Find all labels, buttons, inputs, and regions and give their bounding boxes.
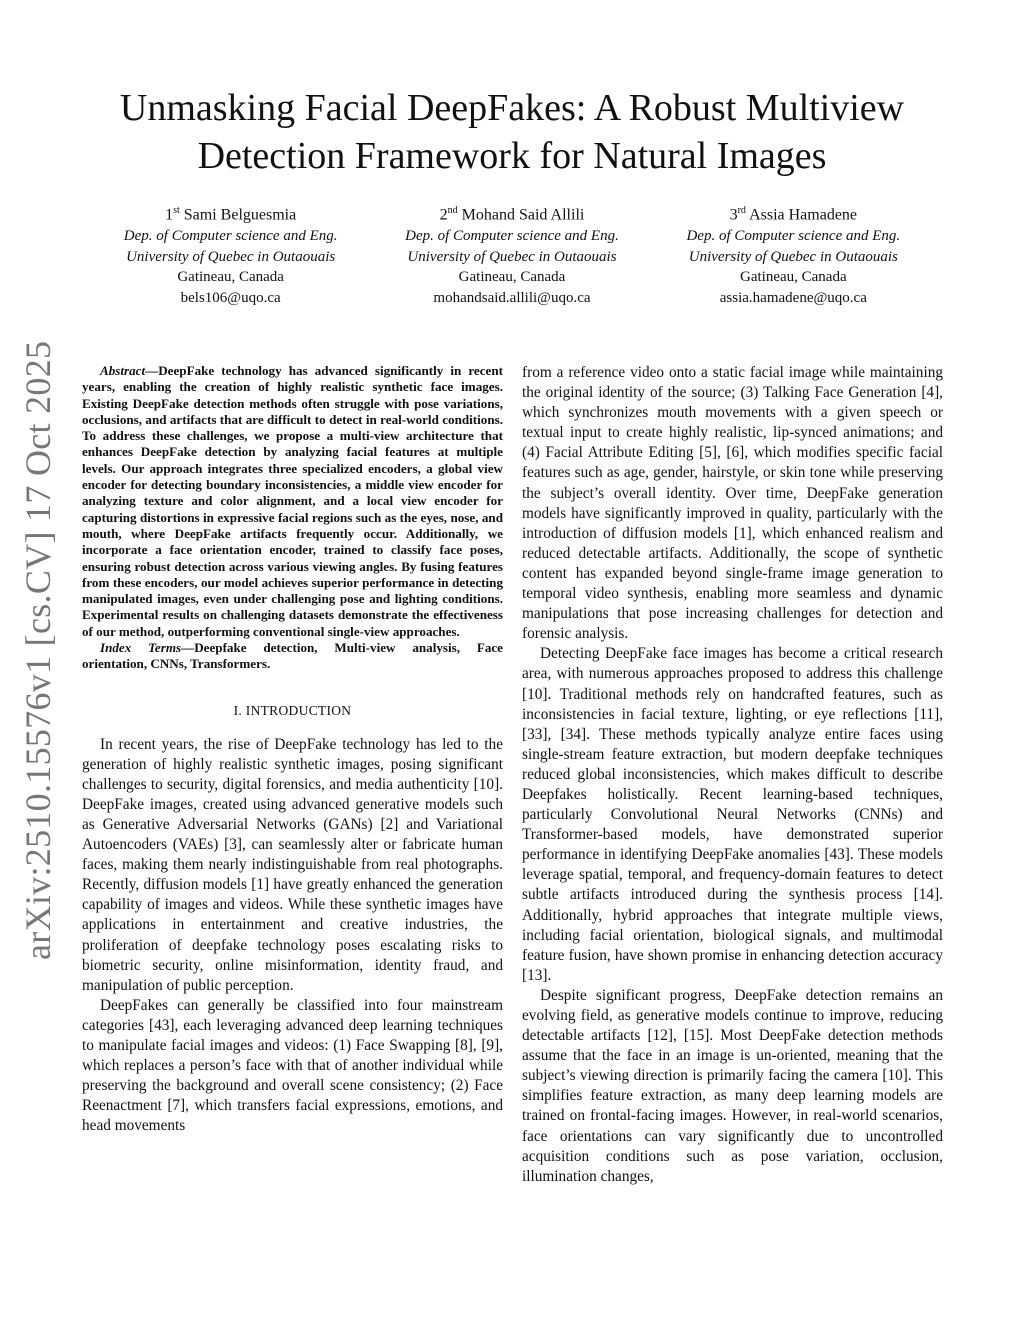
title-line-2: Detection Framework for Natural Images: [197, 135, 827, 177]
author-name-text: Assia Hamadene: [749, 206, 858, 224]
author-ordinal: 1: [165, 206, 174, 224]
intro-paragraph-1: In recent years, the rise of DeepFake technology has led to the generation of highly realistic synthetic images, posing significant challenges to security, digital forensics, and media authenticity [10]. DeepFake images, created using advanced generative models such as Generative Adversarial Networks (GANs) [2] and Variational Autoencoders (VAEs) [3], can seamlessly alter or fabricate human faces, making them nearly indistinguishable from real photographs. Recently, diffusion models [1] have greatly enhanced the generation capability of images and videos. While these synthetic images have applications in entertainment and creative industries, the proliferation of deepfake technology poses escalating risks to biometric security, online misinformation, identity fraud, and manipulation of public perception.: [82, 735, 503, 994]
author-ordinal-suffix: rd: [737, 205, 746, 216]
author-ordinal: 2: [439, 206, 448, 224]
author-university: University of Quebec in Outaouais: [688, 248, 898, 265]
author-email[interactable]: assia.hamadene@uqo.ca: [719, 289, 867, 306]
author-1: [90, 200, 371, 308]
intro-paragraph-2-continued: from a reference video onto a static facial image while maintaining the original identity of the source; (3) Talking Face Generation [4], which synchronizes mouth movements with a given speech or textual input to create highly realistic, lip-synced animations; and (4) Facial Attribute Editing [5], [6], which modifies specific facial features such as age, gender, hairstyle, or skin tone while preserving the subject’s overall identity. Over time, DeepFake generation models have significantly improved in quality, particularly with the introduction of diffusion models [1], which enhanced realism and reduced detectable artifacts. Additionally, the scope of synthetic content has expanded beyond single-frame image generation to temporal video synthesis, enabling more seamless and dynamic manipulations that pose increasing challenges for detection and forensic analysis.: [522, 364, 943, 643]
author-city: Gatineau, Canada: [177, 269, 284, 286]
section-heading-introduction: I. INTRODUCTION: [233, 702, 352, 718]
abstract: [82, 363, 503, 640]
author-ordinal-suffix: st: [173, 205, 180, 216]
author-name-text: Mohand Said Allili: [461, 206, 585, 224]
author-university: University of Quebec in Outaouais: [126, 248, 336, 265]
author-name-text: Sami Belguesmia: [183, 206, 297, 224]
intro-paragraph-4: Despite significant progress, DeepFake detection remains an evolving field, as generative models continue to improve, reducing detectable artifacts [12], [15]. Most DeepFake detection methods assume that the face in an image is un-oriented, meaning that the subject’s viewing direction is primarily facing the camera [10]. This simplifies feature extraction, as many deep learning models are trained on frontal-facing images. However, in real-world scenarios, face orientations can vary significantly due to uncontrolled acquisition conditions such as pose variation, occlusion, illumination changes,: [522, 986, 943, 1185]
arxiv-identifier: arXiv:2510.15576v1 [cs.CV] 17 Oct 2025: [18, 340, 58, 960]
author-2: [371, 200, 652, 308]
index-terms-text: —Deepfake detection, Multi-view analysis, Face orientation, CNNs, Transformers.: [82, 640, 503, 672]
author-department: Dep. of Computer science and Eng.: [123, 228, 338, 245]
author-ordinal-suffix: nd: [447, 205, 458, 216]
author-name: [371, 200, 652, 226]
author-name: [90, 200, 371, 226]
left-column: [82, 363, 503, 1137]
index-terms-label: Index Terms: [100, 640, 182, 656]
abstract-text: —DeepFake technology has advanced significantly in recent years, enabling the creation of highly realistic synthetic face images. Existing DeepFake detection methods often struggle with pose variations, occlusions, and artifacts that are difficult to detect in real-world conditions. To address these challenges, we propose a multi-view architecture that enhances DeepFake detection by analyzing facial features at multiple levels. Our approach integrates three specialized encoders, a global view encoder for detecting boundary inconsistencies, a middle view encoder for analyzing texture and color alignment, and a local view encoder for capturing distortions in expressive facial regions such as the eyes, nose, and mouth, where DeepFake artifacts frequently occur. Additionally, we incorporate a face orientation encoder, trained to classify face poses, ensuring robust detection across various viewing angles. By fusing features from these encoders, our model achieves superior performance in detecting manipulated images, even under challenging pose and lighting conditions. Experimental results on challenging datasets demonstrate the effectiveness of our method, outperforming conventional single-view approaches.: [82, 363, 503, 639]
author-city: Gatineau, Canada: [740, 269, 847, 286]
author-email[interactable]: bels106@uqo.ca: [180, 289, 281, 306]
author-city: Gatineau, Canada: [458, 269, 566, 286]
author-university: University of Quebec in Outaouais: [407, 248, 617, 265]
author-3: [653, 200, 934, 308]
paper-title: [80, 84, 944, 180]
author-block: [90, 200, 934, 308]
right-column: [522, 363, 943, 1187]
intro-paragraph-3: Detecting DeepFake face images has become a critical research area, with numerous approaches proposed to address this challenge [10]. Traditional methods rely on handcrafted features, such as inconsistencies in facial texture, lighting, or eye reflections [11], [33], [34]. These methods typically analyze entire faces using single-stream feature extraction, but modern deepfake techniques reduced global inconsistencies, which makes difficult to describe Deepfakes holistically. Recent learning-based techniques, particularly Convolutional Neural Networks (CNNs) and Transformer-based models, have demonstrated superior performance in identifying DeepFake anomalies [43]. These models leverage spatial, temporal, and frequency-domain features to detect subtle artifacts introduced during the synthesis process [14]. Additionally, hybrid approaches that integrate multiple views, including facial orientation, biological signals, and multimodal feature fusion, have shown promise in enhancing detection accuracy [13].: [522, 645, 943, 984]
title-line-1: Unmasking Facial DeepFakes: A Robust Multiview: [119, 87, 905, 129]
intro-paragraph-2: DeepFakes can generally be classified into four mainstream categories [43], each leveraging advanced deep learning techniques to manipulate facial images and videos: (1) Face Swapping [8], [9], which replaces a person’s face with that of another individual while preserving the background and overall scene consistency; (2) Face Reenactment [7], which transfers facial expressions, emotions, and head movements: [82, 996, 503, 1135]
author-department: Dep. of Computer science and Eng.: [686, 228, 901, 245]
author-email[interactable]: mohandsaid.allili@uqo.ca: [433, 289, 591, 306]
author-department: Dep. of Computer science and Eng.: [405, 228, 619, 245]
abstract-label: Abstract: [100, 363, 146, 378]
index-terms: [82, 640, 503, 673]
author-ordinal: 3: [729, 206, 738, 224]
author-name: [653, 200, 934, 226]
